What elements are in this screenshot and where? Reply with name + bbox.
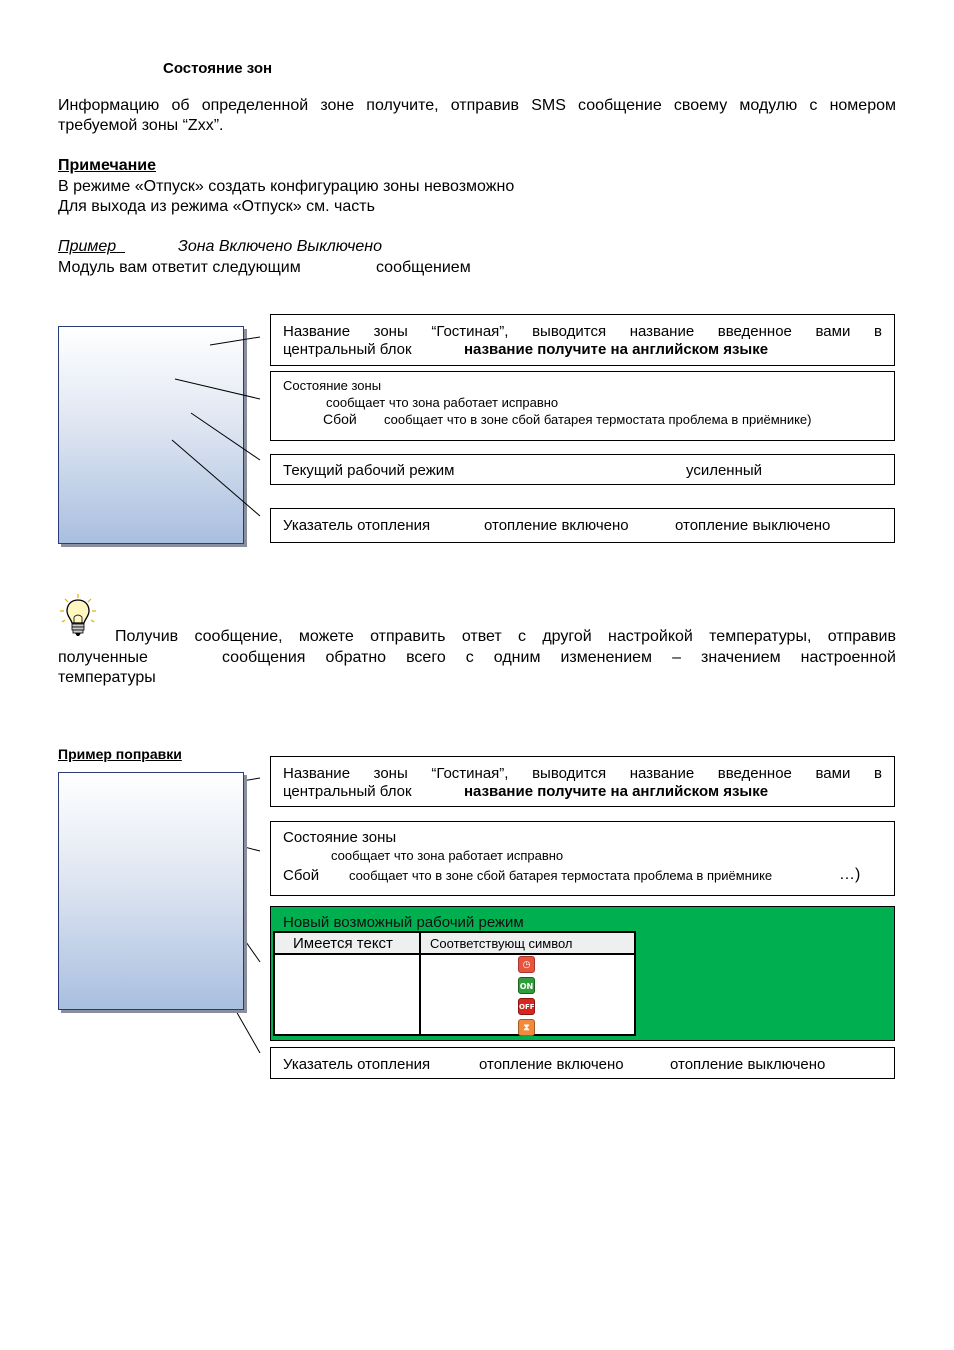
zone-name-line-1: Название зоны “Гостиная”, выводится название введенное вами в (283, 765, 882, 782)
page-title: Состояние зон (163, 60, 273, 77)
note-line-1: В режиме «Отпуск» создать конфигурацию зоны невозможно (58, 178, 515, 195)
current-mode-label: Текущий рабочий режим (283, 462, 455, 479)
zone-state-fault-tail: …) (839, 866, 861, 883)
off-icon: OFF (518, 998, 535, 1015)
zone-state-fault-text: сообщает что в зоне сбой батарея термостата проблема в приёмнике (349, 868, 773, 883)
zone-state-title: Состояние зоны (283, 378, 382, 393)
zone-state-fault-text: сообщает что в зоне сбой батарея термостата проблема в приёмнике) (384, 412, 812, 427)
heating-off: отопление выключено (670, 1056, 826, 1073)
intro-line-2: требуемой зоны “Zxx”. (58, 117, 224, 134)
example-reply-a: Модуль вам ответит следующим (58, 259, 301, 276)
example-reply-b: сообщением (376, 259, 471, 276)
note-heading: Примечание (58, 157, 157, 174)
tip-line-3: температуры (58, 669, 156, 686)
zone-name-line-2a: центральный блок (283, 783, 412, 800)
zone-name-line-2a: центральный блок (283, 341, 412, 358)
heating-on: отопление включено (479, 1056, 624, 1073)
zone-name-box-2 (270, 756, 895, 807)
example-label: Пример (58, 238, 117, 255)
zone-name-line-2b: название получите на английском языке (464, 783, 769, 800)
note-line-2: Для выхода из режима «Отпуск» см. часть (58, 198, 375, 215)
zone-state-box-2 (270, 821, 895, 896)
example-header: Зона Включено Выключено (178, 238, 382, 255)
lightbulb-icon (58, 593, 98, 641)
tip-line-1: Получив сообщение, можете отправить ответ с другой настройкой температуры, отправив (115, 628, 896, 645)
table-column-divider (419, 933, 421, 1034)
zone-state-fault-label: Сбой (283, 867, 320, 884)
zone-state-ok: сообщает что зона работает исправно (331, 848, 564, 863)
connector-line (191, 413, 260, 460)
fix-example-heading: Пример поправки (58, 746, 182, 762)
phone-screen-2 (58, 772, 244, 1010)
zone-state-fault-label: Сбой (323, 411, 357, 427)
heating-off: отопление выключено (675, 517, 831, 534)
connector-line (210, 337, 260, 345)
heating-indicator-box-2 (270, 1047, 895, 1079)
heating-label: Указатель отопления (283, 517, 431, 534)
new-mode-title: Новый возможный рабочий режим (283, 914, 524, 931)
on-icon: ON (518, 977, 535, 994)
table-col1-header: Имеется текст (293, 935, 393, 952)
current-mode-value: усиленный (686, 462, 763, 479)
connector-line (175, 379, 260, 399)
zone-name-line-1: Название зоны “Гостиная”, выводится название введенное вами в (283, 323, 882, 340)
clock-icon: ◷ (518, 956, 535, 973)
table-col2-header: Соответствующ символ (430, 936, 573, 951)
zone-state-ok: сообщает что зона работает исправно (326, 395, 559, 410)
heating-on: отопление включено (484, 517, 629, 534)
intro-line-1: Информацию об определенной зоне получите, отправив SMS сообщение своему модулю с номером (58, 97, 896, 114)
zone-state-title: Состояние зоны (283, 829, 397, 846)
heating-label: Указатель отопления (283, 1056, 431, 1073)
zone-name-line-2b: название получите на английском языке (464, 341, 769, 358)
mode-symbol-table (273, 931, 636, 1036)
hourglass-icon: ⧗ (518, 1019, 535, 1036)
